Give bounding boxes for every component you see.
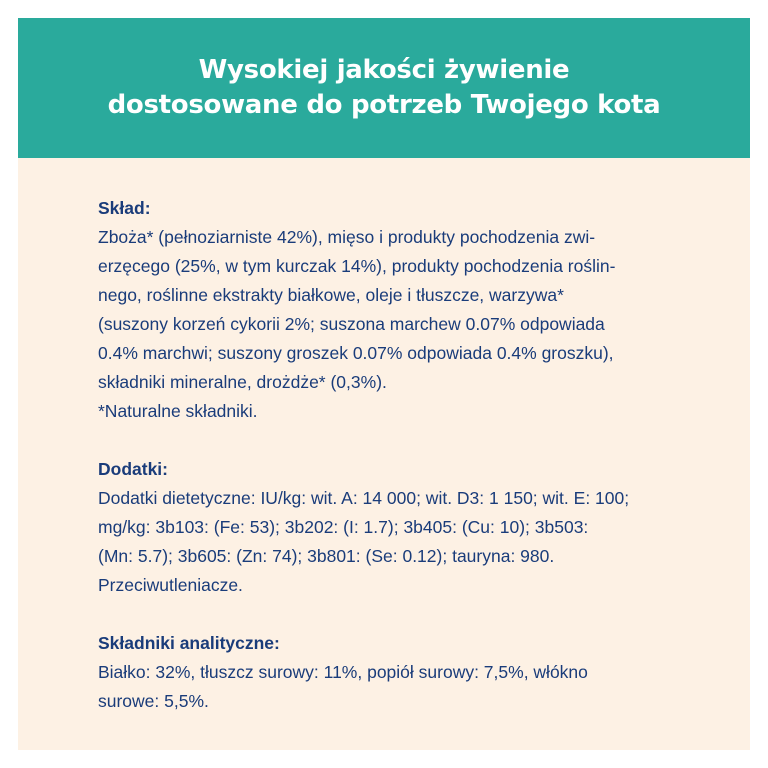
text-line: 0.4% marchwi; suszony groszek 0.07% odpowiada 0.4% groszku),: [98, 343, 614, 363]
section-title: Dodatki:: [98, 459, 168, 479]
text-line: *Naturalne składniki.: [98, 401, 258, 421]
info-card: [18, 18, 750, 750]
text-line: Przeciwutleniacze.: [98, 575, 243, 595]
text-line: (Mn: 5.7); 3b605: (Zn: 74); 3b801: (Se: 0.12); tauryna: 980.: [98, 546, 555, 566]
section-title: Składniki analityczne:: [98, 633, 280, 653]
title-line-1: Wysokiej jakości żywienie: [198, 55, 570, 85]
section-title: Skład:: [98, 198, 151, 218]
text-line: składniki mineralne, drożdże* (0,3%).: [98, 372, 387, 392]
header-banner: [18, 18, 750, 158]
text-line: Zboża* (pełnoziarniste 42%), mięso i produkty pochodzenia zwi-: [98, 227, 596, 247]
section-analytical: [98, 629, 698, 716]
text-line: erzęcego (25%, w tym kurczak 14%), produkty pochodzenia roślin-: [98, 256, 616, 276]
page-title: [108, 53, 661, 123]
title-line-2: dostosowane do potrzeb Twojego kota: [107, 90, 661, 120]
section-composition: [98, 194, 698, 426]
text-line: mg/kg: 3b103: (Fe: 53); 3b202: (I: 1.7); 3b405: (Cu: 10); 3b503:: [98, 517, 589, 537]
text-line: (suszony korzeń cykorii 2%; suszona marchew 0.07% odpowiada: [98, 314, 605, 334]
content-body: [98, 194, 698, 716]
text-line: Dodatki dietetyczne: IU/kg: wit. A: 14 000; wit. D3: 1 150; wit. E: 100;: [98, 488, 630, 508]
section-additives: [98, 455, 698, 600]
text-line: nego, roślinne ekstrakty białkowe, oleje i tłuszcze, warzywa*: [98, 285, 564, 305]
text-line: Białko: 32%, tłuszcz surowy: 11%, popiół surowy: 7,5%, włókno: [98, 662, 588, 682]
text-line: surowe: 5,5%.: [98, 691, 209, 711]
